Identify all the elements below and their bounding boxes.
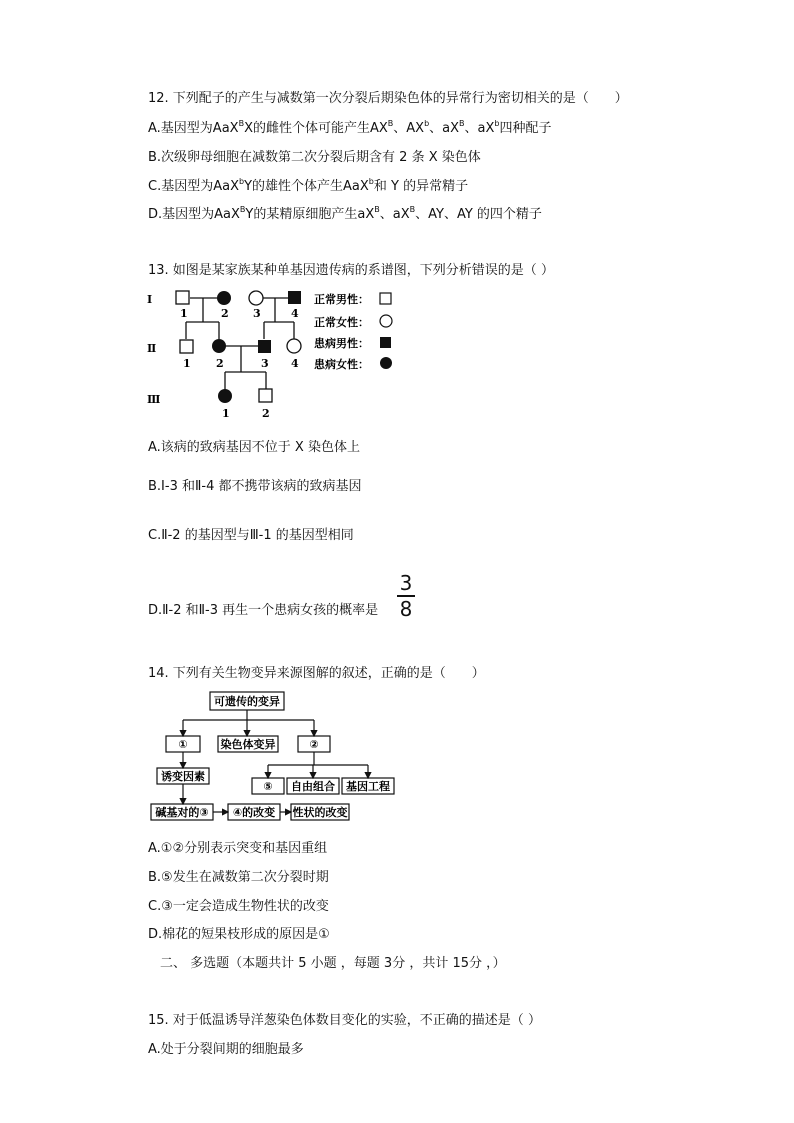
gen-label-3: Ⅲ (147, 393, 161, 406)
node-free-combination: 自由组合 (291, 780, 335, 793)
num-iii1: 1 (222, 407, 230, 420)
node-5: ⑤ (263, 780, 273, 793)
legend-affected-female: 患病女性： (314, 358, 369, 371)
num-i2: 2 (221, 307, 229, 320)
fraction-denominator: 8 (399, 596, 413, 621)
q12-stem: 12. 下列配子的产生与减数第一次分裂后期染色体的异常行为密切相关的是（ ） (148, 91, 628, 106)
num-i1: 1 (180, 307, 188, 320)
pedigree-iii1-affected-female (218, 389, 232, 403)
pedigree-ii4-normal-female (287, 339, 301, 353)
pedigree-i4-affected-male (288, 291, 301, 304)
q15-option-a: A.处于分裂间期的细胞最多 (148, 1042, 304, 1057)
legend-normal-male: 正常男性： (314, 293, 369, 306)
variation-flowchart (140, 686, 410, 826)
pedigree-iii2-normal-male (259, 389, 272, 402)
num-i4: 4 (291, 307, 299, 320)
q13-stem: 13. 如图是某家族某种单基因遗传病的系谱图，下列分析错误的是（ ） (148, 263, 554, 278)
num-ii4: 4 (291, 357, 299, 370)
num-iii2: 2 (262, 407, 270, 420)
pedigree-i1-normal-male (176, 291, 189, 304)
node-chromosome-variation: 染色体变异 (220, 738, 276, 751)
legend-normal-female: 正常女性： (314, 316, 369, 329)
pedigree-ii2-affected-female (212, 339, 226, 353)
num-ii2: 2 (216, 357, 224, 370)
node-trait-change: 性状的改变 (292, 806, 348, 819)
node-base-pair: 碱基对的③ (155, 806, 209, 819)
q14-option-a: A.①②分别表示突变和基因重组 (148, 841, 328, 856)
pedigree-i3-normal-female (249, 291, 263, 305)
q12-option-d: D.基因型为AaX$^B$Y的某精原细胞产生$aX^B$、$aX^B$、AY、AY 的四个精子 (148, 205, 542, 222)
fraction-numerator: 3 (399, 571, 413, 595)
node-1: ① (178, 738, 188, 751)
pedigree-i2-affected-female (217, 291, 231, 305)
pedigree-chart (140, 284, 420, 424)
legend-affected-male: 患病男性： (314, 337, 369, 350)
node-genetic-engineering: 基因工程 (346, 780, 390, 793)
q12-option-a: A.基因型为AaX$^B$X的雌性个体可能产生$AX^B$、$AX^b$、$aX^B$、$aX^b$四种配子 (148, 119, 552, 136)
node-4-change: ④的改变 (232, 806, 276, 819)
q12-option-c: C.基因型为AaX$^b$Y的雄性个体产生AaX$^b$和 Y 的异常精子 (148, 177, 469, 194)
pedigree-ii3-affected-male (258, 340, 271, 353)
q13-option-c: C.Ⅱ-2 的基因型与Ⅲ-1 的基因型相同 (148, 528, 354, 543)
q14-option-c: C.③一定会造成生物性状的改变 (148, 899, 329, 914)
node-mutagen: 诱变因素 (161, 770, 205, 783)
q14-option-d: D.棉花的短果枝形成的原因是① (148, 927, 330, 942)
num-i3: 3 (253, 307, 261, 320)
q12-option-b: B.次级卵母细胞在减数第二次分裂后期含有 2 条 X 染色体 (148, 150, 481, 165)
q15-stem: 15. 对于低温诱导洋葱染色体数目变化的实验，不正确的描述是（ ） (148, 1013, 541, 1028)
num-ii1: 1 (183, 357, 191, 370)
node-heritable-variation: 可遗传的变异 (214, 695, 280, 708)
q14-option-b: B.⑤发生在减数第二次分裂时期 (148, 870, 329, 885)
q13-option-b: B.Ⅰ-3 和Ⅱ-4 都不携带该病的致病基因 (148, 479, 362, 494)
section-multiple-choice-header: 二、 多选题（本题共计 5 小题 ，每题 3分 ，共计 15分 ，） (160, 956, 506, 971)
fraction-three-eighths (395, 572, 417, 620)
pedigree-legend (314, 292, 392, 371)
q14-stem: 14. 下列有关生物变异来源图解的叙述，正确的是（ ） (148, 666, 485, 681)
num-ii3: 3 (261, 357, 269, 370)
node-2: ② (309, 738, 319, 751)
gen-label-1: Ⅰ (147, 293, 153, 306)
gen-label-2: Ⅱ (147, 342, 157, 355)
q13-option-a: A.该病的致病基因不位于 X 染色体上 (148, 440, 360, 455)
q13-option-d: D.Ⅱ-2 和Ⅱ-3 再生一个患病女孩的概率是 (148, 603, 379, 618)
pedigree-ii1-normal-male (180, 340, 193, 353)
